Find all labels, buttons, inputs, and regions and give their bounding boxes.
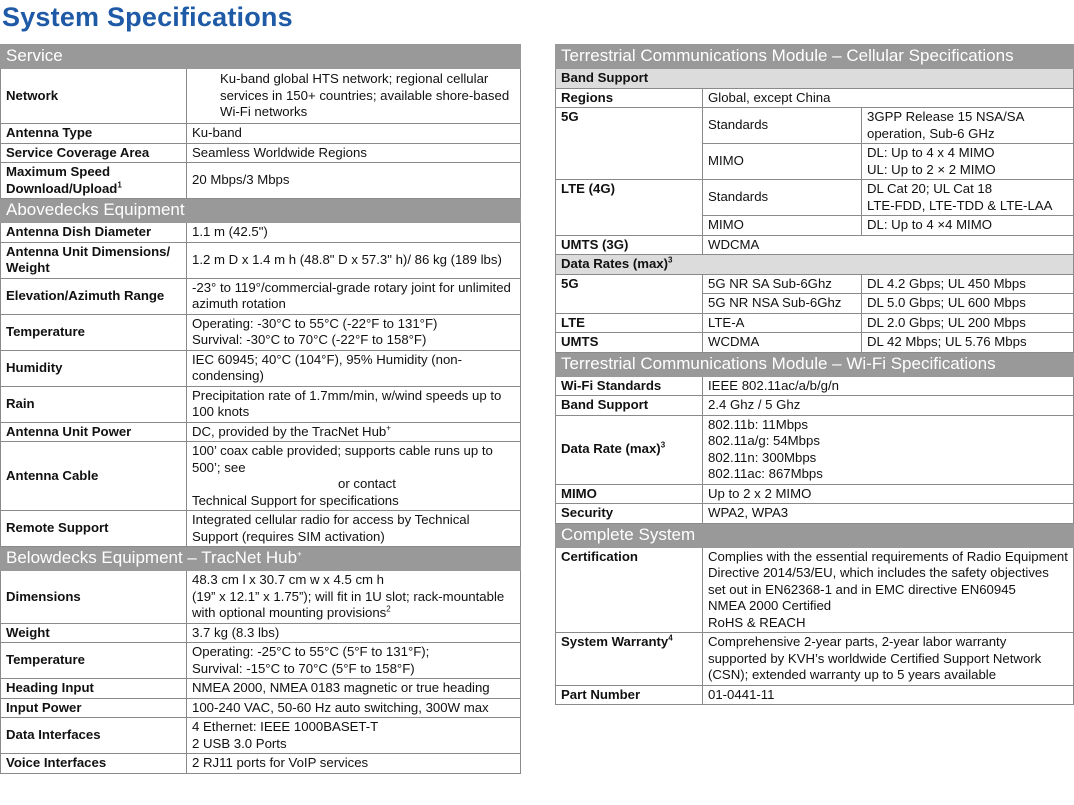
- page-title: System Specifications: [2, 2, 293, 32]
- spec-sublabel: Standards: [703, 108, 862, 144]
- spec-row-input-power: [1, 698, 521, 718]
- spec-label: Service Coverage Area: [1, 143, 187, 163]
- spec-label: Weight: [1, 623, 187, 643]
- spec-value: IEEE 802.11ac/a/b/g/n: [703, 376, 1074, 396]
- spec-label: LTE (4G): [556, 180, 703, 236]
- left-spec-table: [0, 44, 521, 774]
- spec-sublabel: Standards: [703, 180, 862, 216]
- spec-value: 1.2 m D x 1.4 m h (48.8" D x 57.3" h)/ 86 kg (189 lbs): [187, 242, 521, 278]
- section-header-wifi: Terrestrial Communications Module – Wi-Fi Specifications: [556, 352, 1074, 376]
- spec-value: Up to 2 x 2 MIMO: [703, 484, 1074, 504]
- spec-row-antenna-dimensions: [1, 242, 521, 278]
- spec-value: Ku-band global HTS network; regional cellular services in 150+ countries; available shore-based Wi-Fi networks: [187, 69, 521, 124]
- section-header-service: Service: [1, 45, 521, 69]
- spec-value: -23° to 119°/commercial-grade rotary joint for unlimited azimuth rotation: [187, 278, 521, 314]
- spec-row-5g-standards: [556, 108, 1074, 144]
- spec-value: DL Cat 20; UL Cat 18 LTE-FDD, LTE-TDD & LTE-LAA: [862, 180, 1074, 216]
- spec-value: Complies with the essential requirements of Radio Equipment Directive 2014/53/EU, which includes the safety objectives set out in EN62368-1 and in EMC directive EN60945 NMEA 2000 Certified RoHS & REACH: [703, 547, 1074, 633]
- spec-value: NMEA 2000, NMEA 0183 magnetic or true heading: [187, 679, 521, 699]
- spec-value: DL 42 Mbps; UL 5.76 Mbps: [862, 333, 1074, 353]
- spec-label: Data Rate $(\max)^3$: [556, 415, 703, 484]
- spec-value: Global, except China: [703, 88, 1074, 108]
- spec-label: Antenna Cable: [1, 442, 187, 511]
- spec-label: Input Power: [1, 698, 187, 718]
- spec-value: Seamless Worldwide Regions: [187, 143, 521, 163]
- spec-row-certification: [556, 547, 1074, 633]
- spec-label: Temperature: [1, 314, 187, 350]
- spec-row-rate-umts: [556, 333, 1074, 353]
- spec-label: Remote Support: [1, 511, 187, 547]
- spec-value: DL: Up to 4 x 4 MIMO UL: Up to 2 × 2 MIMO: [862, 144, 1074, 180]
- spec-value: WPA2, WPA3: [703, 504, 1074, 524]
- spec-sublabel: 5G NR NSA Sub-6Ghz: [703, 294, 862, 314]
- spec-row-umts: [556, 235, 1074, 255]
- section-header-complete-system: Complete System: [556, 523, 1074, 547]
- spec-value: 20 Mbps/3 Mbps: [187, 163, 521, 199]
- spec-label: LTE: [556, 313, 703, 333]
- section-header-belowdecks: Belowdecks Equipment – TracNet Hub+: [1, 547, 521, 571]
- spec-row-antenna-power: [1, 422, 521, 442]
- spec-sublabel: MIMO: [703, 144, 862, 180]
- spec-value: 802.11b: 11Mbps 802.11a/g: 54Mbps 802.11n: 300Mbps 802.11ac: 867Mbps: [703, 415, 1074, 484]
- spec-row-temperature: [1, 314, 521, 350]
- spec-row-rate-5g-sa: [556, 274, 1074, 294]
- spec-row-wifi-mimo: [556, 484, 1074, 504]
- spec-value: 48.3 cm l x 30.7 cm w x 4.5 cm h (19” x 12.1” x 1.75”); will fit in 1U slot; rack-mountable with optional mounting provisions$^2$: [187, 571, 521, 624]
- right-spec-column: [555, 44, 1074, 705]
- spec-label: Heading Input: [1, 679, 187, 699]
- section-header-abovedecks: Abovedecks Equipment: [1, 199, 521, 223]
- spec-row-data-interfaces: [1, 718, 521, 754]
- subheader-data-rates: Data Rates $(\max)^3$: [556, 255, 1074, 275]
- spec-label: Regions: [556, 88, 703, 108]
- spec-row-hub-temperature: [1, 643, 521, 679]
- spec-row-hub-dimensions: [1, 571, 521, 624]
- spec-row-weight: [1, 623, 521, 643]
- spec-value: Precipitation rate of 1.7mm/min, w/wind speeds up to 100 knots: [187, 386, 521, 422]
- spec-value: 1.1 m (42.5"): [187, 223, 521, 243]
- spec-value: Comprehensive 2-year parts, 2-year labor warranty supported by KVH’s worldwide Certified Support Network (CSN); extended warranty up to 5 years available: [703, 633, 1074, 686]
- spec-row-wifi-band: [556, 396, 1074, 416]
- spec-label: Antenna Dish Diameter: [1, 223, 187, 243]
- spec-label: Maximum Speed Download/Upload$^1$: [1, 163, 187, 199]
- left-spec-column: [0, 44, 521, 774]
- spec-value: Operating: -30°C to 55°C (-22°F to 131°F) Survival: -30°C to 70°C (-22°F to 158°F): [187, 314, 521, 350]
- spec-row-antenna-type: [1, 124, 521, 144]
- spec-row-antenna-cable: [1, 442, 521, 511]
- spec-value: WDCMA: [703, 235, 1074, 255]
- spec-label: Antenna Unit Dimensions/ Weight: [1, 242, 187, 278]
- spec-label: UMTS (3G): [556, 235, 703, 255]
- spec-label: Band Support: [556, 396, 703, 416]
- spec-row-humidity: [1, 350, 521, 386]
- spec-label: Dimensions: [1, 571, 187, 624]
- spec-row-voice-interfaces: [1, 754, 521, 774]
- spec-label: Rain: [1, 386, 187, 422]
- spec-label: Data Interfaces: [1, 718, 187, 754]
- spec-label: Antenna Unit Power: [1, 422, 187, 442]
- spec-label: Elevation/Azimuth Range: [1, 278, 187, 314]
- spec-sublabel: 5G NR SA Sub-6Ghz: [703, 274, 862, 294]
- spec-value: DL 4.2 Gbps; UL 450 Mbps: [862, 274, 1074, 294]
- spec-label: System Warranty$^4$: [556, 633, 703, 686]
- spec-label: Security: [556, 504, 703, 524]
- spec-value: 100’ coax cable provided; supports cable runs up to 500’; see or contact Technical Support for specifications: [187, 442, 521, 511]
- spec-row-wifi-standards: [556, 376, 1074, 396]
- spec-label: Certification: [556, 547, 703, 633]
- spec-label: Antenna Type: [1, 124, 187, 144]
- spec-value: DC, provided by the TracNet Hub+: [187, 422, 521, 442]
- spec-value: Ku-band: [187, 124, 521, 144]
- spec-row-warranty: [556, 633, 1074, 686]
- spec-value: Operating: -25°C to 55°C (5°F to 131°F); Survival: -15°C to 70°C (5°F to 158°F): [187, 643, 521, 679]
- spec-sublabel: MIMO: [703, 216, 862, 236]
- spec-row-remote-support: [1, 511, 521, 547]
- spec-row-regions: [556, 88, 1074, 108]
- spec-label: Network: [1, 69, 187, 124]
- spec-row-elevation: [1, 278, 521, 314]
- spec-label: 5G: [556, 108, 703, 180]
- spec-row-lte-standards: [556, 180, 1074, 216]
- spec-label: Wi-Fi Standards: [556, 376, 703, 396]
- spec-value: IEC 60945; 40°C (104°F), 95% Humidity (non-condensing): [187, 350, 521, 386]
- section-header-cellular: Terrestrial Communications Module – Cellular Specifications: [556, 45, 1074, 69]
- spec-value: DL: Up to 4 ×4 MIMO: [862, 216, 1074, 236]
- spec-value: 01-0441-11: [703, 685, 1074, 705]
- spec-value: 100-240 VAC, 50-60 Hz auto switching, 300W max: [187, 698, 521, 718]
- spec-row-rain: [1, 386, 521, 422]
- spec-value: 2 RJ11 ports for VoIP services: [187, 754, 521, 774]
- spec-label: Temperature: [1, 643, 187, 679]
- spec-row-dish-diameter: [1, 223, 521, 243]
- spec-label: Humidity: [1, 350, 187, 386]
- spec-row-coverage: [1, 143, 521, 163]
- spec-label: 5G: [556, 274, 703, 313]
- spec-value: DL 2.0 Gbps; UL 200 Mbps: [862, 313, 1074, 333]
- spec-sublabel: LTE-A: [703, 313, 862, 333]
- spec-row-heading-input: [1, 679, 521, 699]
- spec-row-max-speed: [1, 163, 521, 199]
- spec-value: DL 5.0 Gbps; UL 600 Mbps: [862, 294, 1074, 314]
- right-spec-table: [555, 44, 1074, 705]
- spec-row-wifi-data-rate: [556, 415, 1074, 484]
- spec-value: Integrated cellular radio for access by Technical Support (requires SIM activation): [187, 511, 521, 547]
- subheader-band-support: Band Support: [556, 69, 1074, 89]
- spec-label: Voice Interfaces: [1, 754, 187, 774]
- spec-label: UMTS: [556, 333, 703, 353]
- spec-sublabel: WCDMA: [703, 333, 862, 353]
- spec-value: 3GPP Release 15 NSA/SA operation, Sub-6 GHz: [862, 108, 1074, 144]
- spec-row-network: [1, 69, 521, 124]
- spec-row-rate-lte: [556, 313, 1074, 333]
- spec-label: Part Number: [556, 685, 703, 705]
- spec-label: MIMO: [556, 484, 703, 504]
- spec-row-security: [556, 504, 1074, 524]
- spec-value: 3.7 kg (8.3 lbs): [187, 623, 521, 643]
- spec-row-part-number: [556, 685, 1074, 705]
- spec-value: 4 Ethernet: IEEE 1000BASET-T 2 USB 3.0 Ports: [187, 718, 521, 754]
- spec-value: 2.4 Ghz / 5 Ghz: [703, 396, 1074, 416]
